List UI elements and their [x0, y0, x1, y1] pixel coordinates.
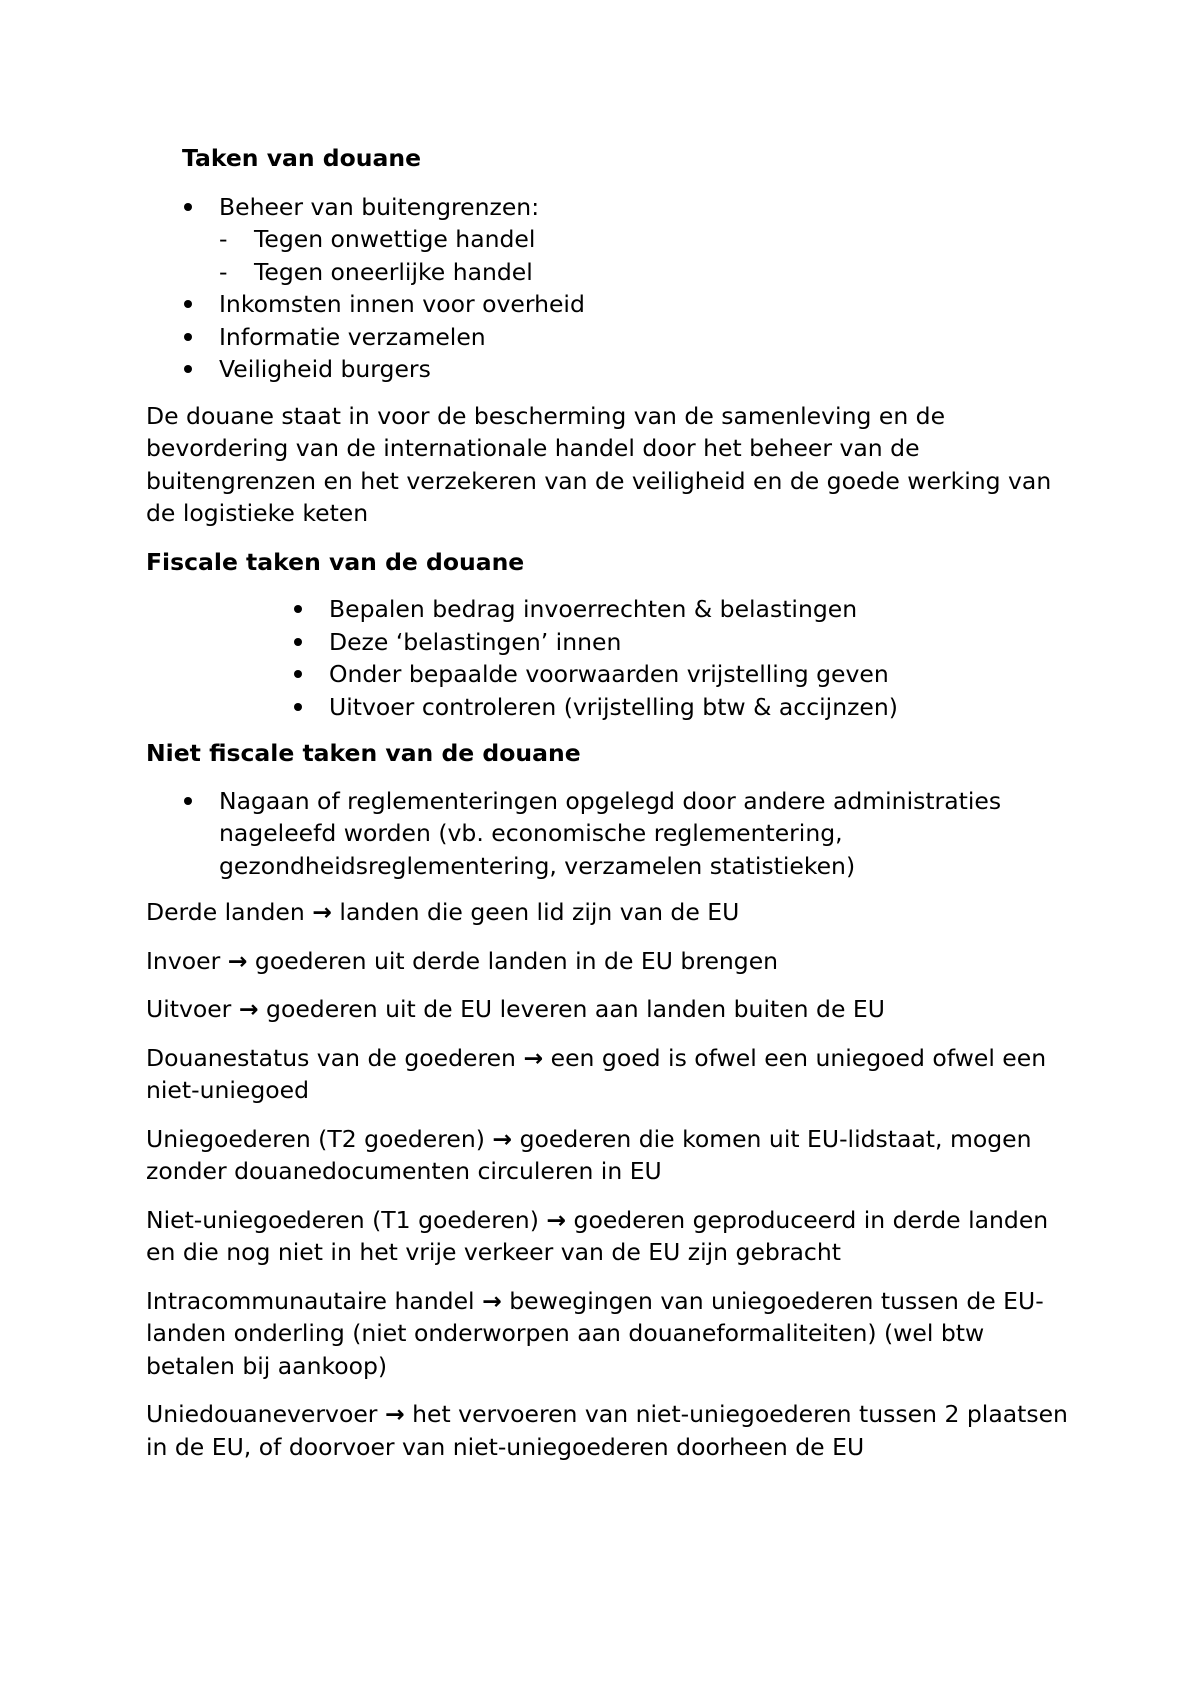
sub-list-item	[219, 256, 1076, 289]
bullet-icon	[184, 797, 192, 805]
list-item	[146, 658, 1076, 691]
bullet-icon	[184, 203, 192, 211]
list-item-text: Veiligheid burgers	[219, 355, 431, 383]
document-content	[146, 142, 1076, 1479]
taken-list	[146, 191, 1076, 386]
heading-taken-van-douane: Taken van douane	[182, 144, 422, 172]
definition-term: Derde landen	[146, 898, 305, 926]
definition-paragraph	[146, 1204, 1076, 1269]
niet-fiscale-taken-list	[146, 785, 1076, 883]
definition-paragraph	[146, 1398, 1076, 1463]
definition-term: Uitvoer	[146, 995, 232, 1023]
definition-text: een goed is ofwel een uniegoed ofwel een niet-uniegoed	[146, 1043, 1047, 1104]
bullet-icon	[294, 605, 302, 613]
definition-paragraph	[146, 993, 1076, 1026]
definition-text: goederen geproduceerd in derde landen en die nog niet in het vrije verkeer van de EU zijn gebracht	[146, 1205, 1049, 1266]
bullet-icon	[294, 703, 302, 711]
bullet-icon	[184, 300, 192, 308]
list-item	[146, 691, 1076, 724]
list-item-text: Onder bepaalde voorwaarden vrijstelling geven	[329, 660, 889, 688]
list-item-text: Uitvoer controleren (vrijstelling btw & accijnzen)	[329, 692, 898, 721]
sub-list-item	[219, 223, 1076, 256]
list-item-text: Nagaan of reglementeringen opgelegd door andere administraties nageleefd worden (vb. economische reglementering, gezondheidsreglementering, verzamelen statistieken)	[219, 786, 1002, 880]
arrow-icon: →	[523, 1043, 544, 1072]
list-item	[146, 353, 1076, 386]
arrow-icon: →	[492, 1124, 513, 1153]
definition-text: landen die geen lid zijn van de EU	[339, 898, 740, 926]
definition-paragraph	[146, 1123, 1076, 1188]
list-item-text: Informatie verzamelen	[219, 322, 486, 351]
definition-term: Uniedouanevervoer	[146, 1400, 378, 1428]
bullet-icon	[184, 333, 192, 341]
definition-term: Invoer	[146, 946, 221, 975]
list-item	[146, 785, 1076, 883]
intro-paragraph: De douane staat in voor de bescherming van de samenleving en de bevordering van de internationale handel door het beheer van de buitengrenzen en het verzekeren van de veiligheid en de goede werking van de logistieke keten	[146, 401, 1052, 527]
list-item-text: Inkomsten innen voor overheid	[219, 290, 585, 318]
definition-text: goederen uit derde landen in de EU brengen	[254, 946, 779, 975]
definition-term: Uniegoederen (T2 goederen)	[146, 1124, 485, 1153]
definition-text: goederen uit de EU leveren aan landen buiten de EU	[266, 995, 885, 1023]
list-item-text: Bepalen bedrag invoerrechten & belastingen	[329, 595, 858, 623]
definition-term: Douanestatus van de goederen	[146, 1043, 516, 1072]
arrow-icon: →	[384, 1400, 405, 1428]
arrow-icon: →	[312, 898, 332, 926]
list-item-text: Deze ‘belastingen’ innen	[329, 627, 622, 656]
sub-list	[219, 223, 1076, 288]
heading-niet-fiscale-taken: Niet fiscale taken van de douane	[146, 739, 581, 767]
fiscale-taken-list	[146, 593, 1076, 723]
list-item	[146, 191, 1076, 289]
definition-term: Niet-uniegoederen (T1 goederen)	[146, 1205, 539, 1234]
heading-fiscale-taken: Fiscale taken van de douane	[146, 547, 525, 576]
definition-paragraph	[146, 1285, 1076, 1383]
definition-text: goederen die komen uit EU-lidstaat, mogen zonder douanedocumenten circuleren in EU	[146, 1124, 1032, 1185]
definition-text: bewegingen van uniegoederen tussen de EU-landen onderling (niet onderworpen aan douaneformaliteiten) (wel btw betalen bij aankoop)	[146, 1286, 1044, 1380]
list-item	[146, 288, 1076, 321]
arrow-icon: →	[238, 995, 259, 1023]
bullet-icon	[294, 638, 302, 646]
sub-list-item-text: Tegen oneerlijke handel	[254, 257, 533, 286]
definition-paragraph	[146, 945, 1076, 978]
bullet-icon	[184, 365, 192, 373]
list-item	[146, 593, 1076, 626]
sub-list-item-text: Tegen onwettige handel	[254, 225, 536, 253]
arrow-icon: →	[482, 1286, 502, 1315]
list-item-text: Beheer van buitengrenzen:	[219, 192, 540, 221]
definition-text: het vervoeren van niet-uniegoederen tussen 2 plaatsen in de EU, of doorvoer van niet-uniegoederen doorheen de EU	[146, 1400, 1068, 1461]
definition-term: Intracommunautaire handel	[146, 1286, 475, 1315]
arrow-icon: →	[546, 1205, 567, 1234]
bullet-icon	[294, 670, 302, 678]
definition-paragraph	[146, 896, 1076, 929]
list-item	[146, 321, 1076, 354]
dash-marker: -	[219, 225, 228, 253]
list-item	[146, 626, 1076, 659]
dash-marker: -	[219, 257, 228, 286]
arrow-icon: →	[227, 946, 248, 975]
definition-paragraph	[146, 1042, 1076, 1107]
